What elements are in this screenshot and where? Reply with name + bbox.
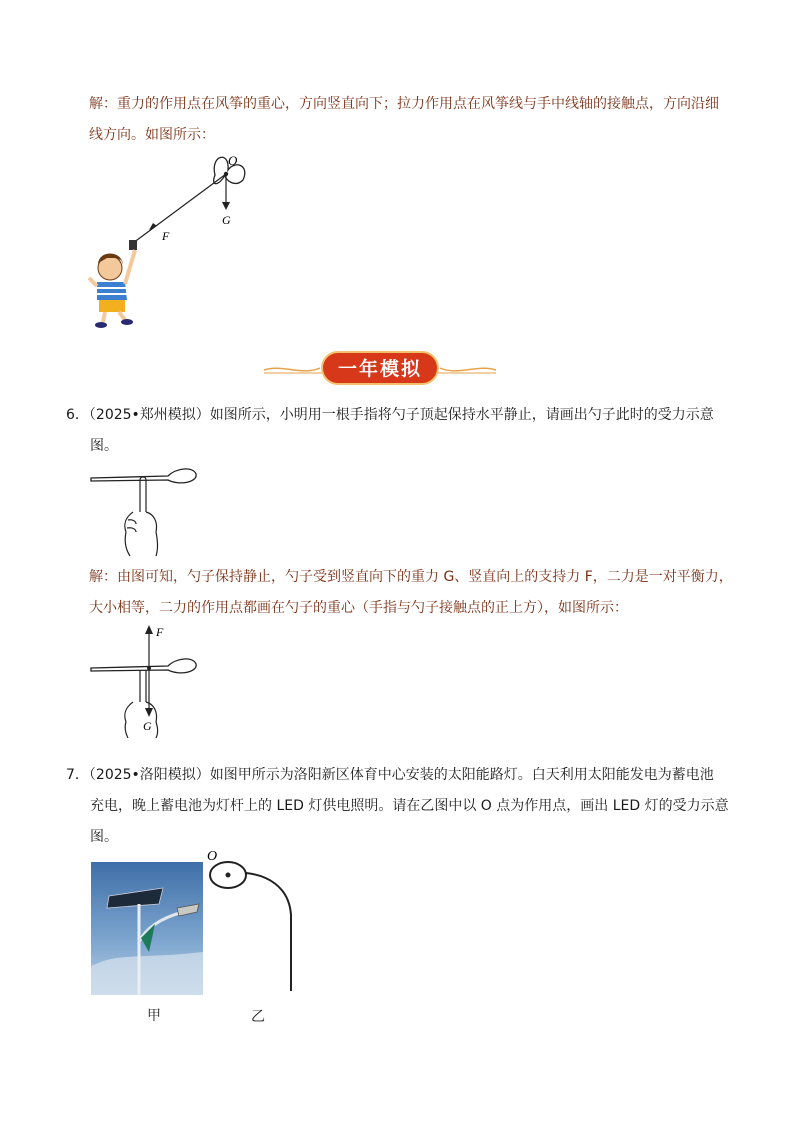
spoon-question-figure (88, 462, 208, 558)
question-line: 图。 (90, 829, 118, 845)
question-6 (66, 400, 746, 462)
caption-yi: 乙 (251, 1009, 265, 1025)
answer-line: 线方向。如图所示： (89, 127, 215, 143)
question-line: 充电，晚上蓄电池为灯杆上的 LED 灯供电照明。请在乙图中以 O 点为作用点，画出 LED 灯的受力示意 (90, 798, 729, 814)
banner-ornament-right (440, 368, 496, 371)
answer-line: 大小相等，二力的作用点都画在勺子的重心（手指与勺子接触点的正上方），如图所示： (89, 600, 628, 616)
label-o: O (207, 849, 218, 864)
question-line: 6．（2025•郑州模拟）如图所示，小明用一根手指将勺子顶起保持水平静止，请画出勺子此时的受力示意 (66, 407, 714, 423)
answer-line: 解：重力的作用点在风筝的重心，方向竖直向下；拉力作用点在风筝线与手中线轴的接触点，方向沿细 (89, 96, 719, 112)
answer-paragraph-1 (89, 89, 739, 151)
question-line: 图。 (90, 438, 118, 454)
kite-force-diagram (85, 150, 265, 332)
pull-arrowhead (149, 223, 157, 230)
kite-string (133, 174, 226, 243)
hand-finger (125, 670, 158, 738)
question-7 (66, 760, 746, 853)
banner-ornament-left (264, 368, 320, 371)
hand-finger (125, 477, 158, 556)
boy-illustration (89, 240, 137, 328)
label-f: F (162, 229, 170, 243)
label-f: F (156, 625, 164, 639)
answer-paragraph-6 (89, 562, 749, 624)
spoon-answer-figure (88, 622, 208, 738)
gravity-arrowhead (222, 202, 230, 210)
spoon (91, 469, 196, 483)
banner-title: 一年模拟 (337, 358, 423, 380)
lamp-force-diagram (205, 845, 297, 995)
answer-line: 解：由图可知，勺子保持静止，勺子受到竖直向下的重力 G、竖直向上的支持力 F，二力是一对平衡力， (89, 569, 733, 585)
spoon (91, 659, 196, 673)
question-line: 7．（2025•洛阳模拟）如图甲所示为洛阳新区体育中心安装的太阳能路灯。白天利用太阳能发电为蓄电池 (66, 767, 714, 783)
gravity-arrowhead (145, 708, 153, 717)
caption-jia: 甲 (147, 1008, 161, 1024)
point-o (226, 873, 231, 878)
support-arrowhead (145, 625, 153, 634)
lamp-pole-outline (246, 873, 291, 991)
label-g: G (222, 213, 231, 227)
label-g: G (143, 719, 152, 733)
section-banner (262, 350, 498, 386)
solar-lamp-photo (91, 862, 203, 995)
label-o: O (228, 153, 238, 168)
